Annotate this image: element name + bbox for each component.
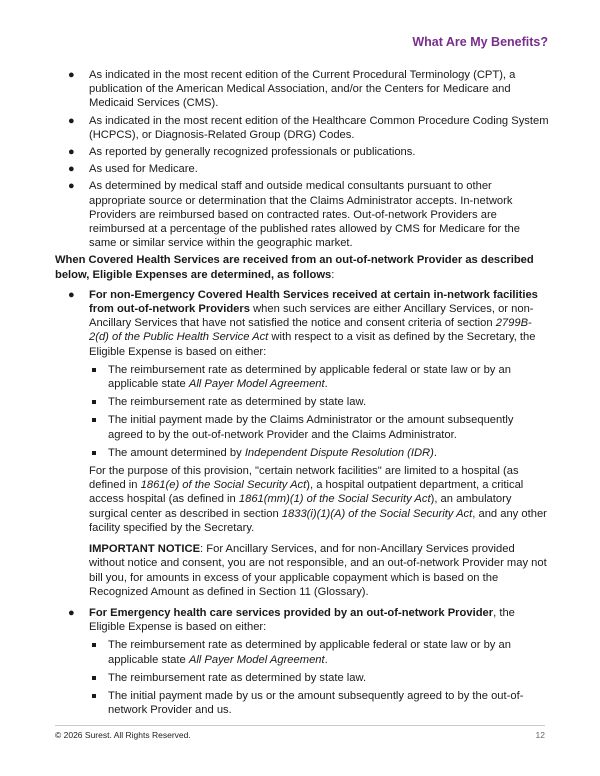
text-run: . [324,653,328,666]
citation: All Payer Model Agreement [188,378,325,391]
sublist-item [89,446,550,460]
section-lead [55,253,550,281]
notice-label: IMPORTANT NOTICE [89,543,201,556]
criteria-list [55,68,550,250]
text-run: The reimbursement rate as determined by state law. [108,671,367,684]
page-number: 12 [535,730,545,740]
lead-tail: : [331,268,335,281]
non-emergency-intro [89,288,550,359]
square-bullet-icon [92,451,96,455]
list-item-text: As reported by generally recognized professionals or publications. [89,146,416,159]
bullet-icon: ● [68,606,75,619]
text-run: ), a hospital outpatient department, a critical access hospital (as defined in [89,479,524,506]
square-bullet-icon [92,643,96,647]
text-run: The reimbursement rate as determined by state law. [108,396,367,409]
text-run: . [324,378,328,391]
text-run: The reimbursement rate as determined by applicable federal or state law or by an applicable state [108,639,511,666]
list-item-non-emergency [55,288,550,599]
text-run: The amount determined by [108,446,245,459]
sublist-item [89,363,550,391]
emergency-sublist [89,638,550,717]
bullet-icon: ● [68,163,75,176]
non-emergency-sublist [89,363,550,460]
list-item [55,179,550,250]
text-run: The reimbursement rate as determined by applicable federal or state law or by an applicable state [108,363,511,391]
list-item [55,162,550,176]
list-item-text: As determined by medical staff and outside medical consultants pursuant to other appropriate source or determination that the Claims Administrator accepts. In-network Providers are reimbursed based on contracted rates. Out-of-network Providers are reimbursed at a percentage of the published rates allowed by CMS for Medicare for the same or similar service within the geographic market. [89,180,520,250]
bullet-icon: ● [68,146,75,159]
out-of-network-list [55,288,550,717]
lead-bold: When Covered Health Services are received from an out-of-network Provider as described below, Eligible Expenses are determined, as follows [55,254,534,281]
citation: 1861(mm)(1) of the Social Security Act [238,493,431,506]
square-bullet-icon [92,418,96,422]
page-header-title: What Are My Benefits? [412,35,548,49]
list-item [55,114,550,142]
citation: Independent Dispute Resolution (IDR) [244,446,434,459]
text-run: ), an ambulatory surgical center as described in section [89,493,512,520]
list-item-text: As indicated in the most recent edition of the Current Procedural Terminology (CPT), a publication of the American Medical Association, and/or the Centers for Medicare and Medicaid Services (CMS). [89,69,516,110]
bullet-icon: ● [68,114,75,127]
list-item-text: As used for Medicare. [89,163,198,176]
text-run: with respect to a visit as defined by the Secretary, the Eligible Expense is based on either: [89,331,536,358]
text-run: . [433,446,437,459]
sublist-item [89,413,550,441]
text-run: The initial payment made by the Claims Administrator or the amount subsequently agreed to by the out-of-network Provider and the Claims Administrator. [108,414,514,441]
square-bullet-icon [92,676,96,680]
emergency-heading: For Emergency health care services provided by an out-of-network Provider [89,606,494,619]
bullet-icon: ● [68,69,75,81]
important-notice [89,542,550,599]
bullet-icon: ● [68,180,75,193]
text-run: : For Ancillary Services, and for non-Ancillary Services provided without notice and consent, you are not responsible, and an out-of-network Provider may not bill you, for amounts in excess of your applicable copayment which is based on the Recognized Amount as defined in Section 11 (Glossary). [89,543,547,598]
sublist-item [89,638,550,666]
square-bullet-icon [92,368,96,372]
text-run: For the purpose of this provision, "certain network facilities" are limited to a hospital (as defined in [89,465,519,492]
sublist-item [89,689,550,717]
sublist-item [89,395,550,409]
footer-divider [55,725,545,726]
text-run: , and any other facility specified by the Secretary. [89,507,547,534]
list-item [55,145,550,159]
list-item-emergency [55,606,550,717]
text-run: , the Eligible Expense is based on either: [89,606,515,634]
square-bullet-icon [92,400,96,404]
citation: 1861(e) of the Social Security Act [140,479,307,492]
emergency-intro [89,606,550,634]
bullet-icon: ● [68,288,75,301]
citation: 1833(i)(1)(A) of the Social Security Act [281,507,473,520]
sublist-item [89,671,550,685]
page-content [55,68,550,721]
footer-copyright: © 2026 Surest. All Rights Reserved. [55,730,191,740]
text-run: The initial payment made by us or the amount subsequently agreed to by the out-of-network Provider and us. [108,689,524,717]
list-item-text: As indicated in the most recent edition of the Healthcare Common Procedure Coding System (HCPCS), or Diagnosis-Related Group (DRG) Codes. [89,114,549,141]
facilities-paragraph [89,464,550,535]
citation: All Payer Model Agreement [188,653,325,666]
text-run: when such services are either Ancillary Services, or non-Ancillary Services that have not satisfied the notice and consent criteria of section [89,303,534,330]
square-bullet-icon [92,694,96,698]
citation: 2799B-2(d) of the Public Health Service Act [89,317,532,344]
list-item [55,68,550,111]
non-emergency-heading: For non-Emergency Covered Health Services received at certain in-network facilities from out-of-network Providers [89,288,538,316]
